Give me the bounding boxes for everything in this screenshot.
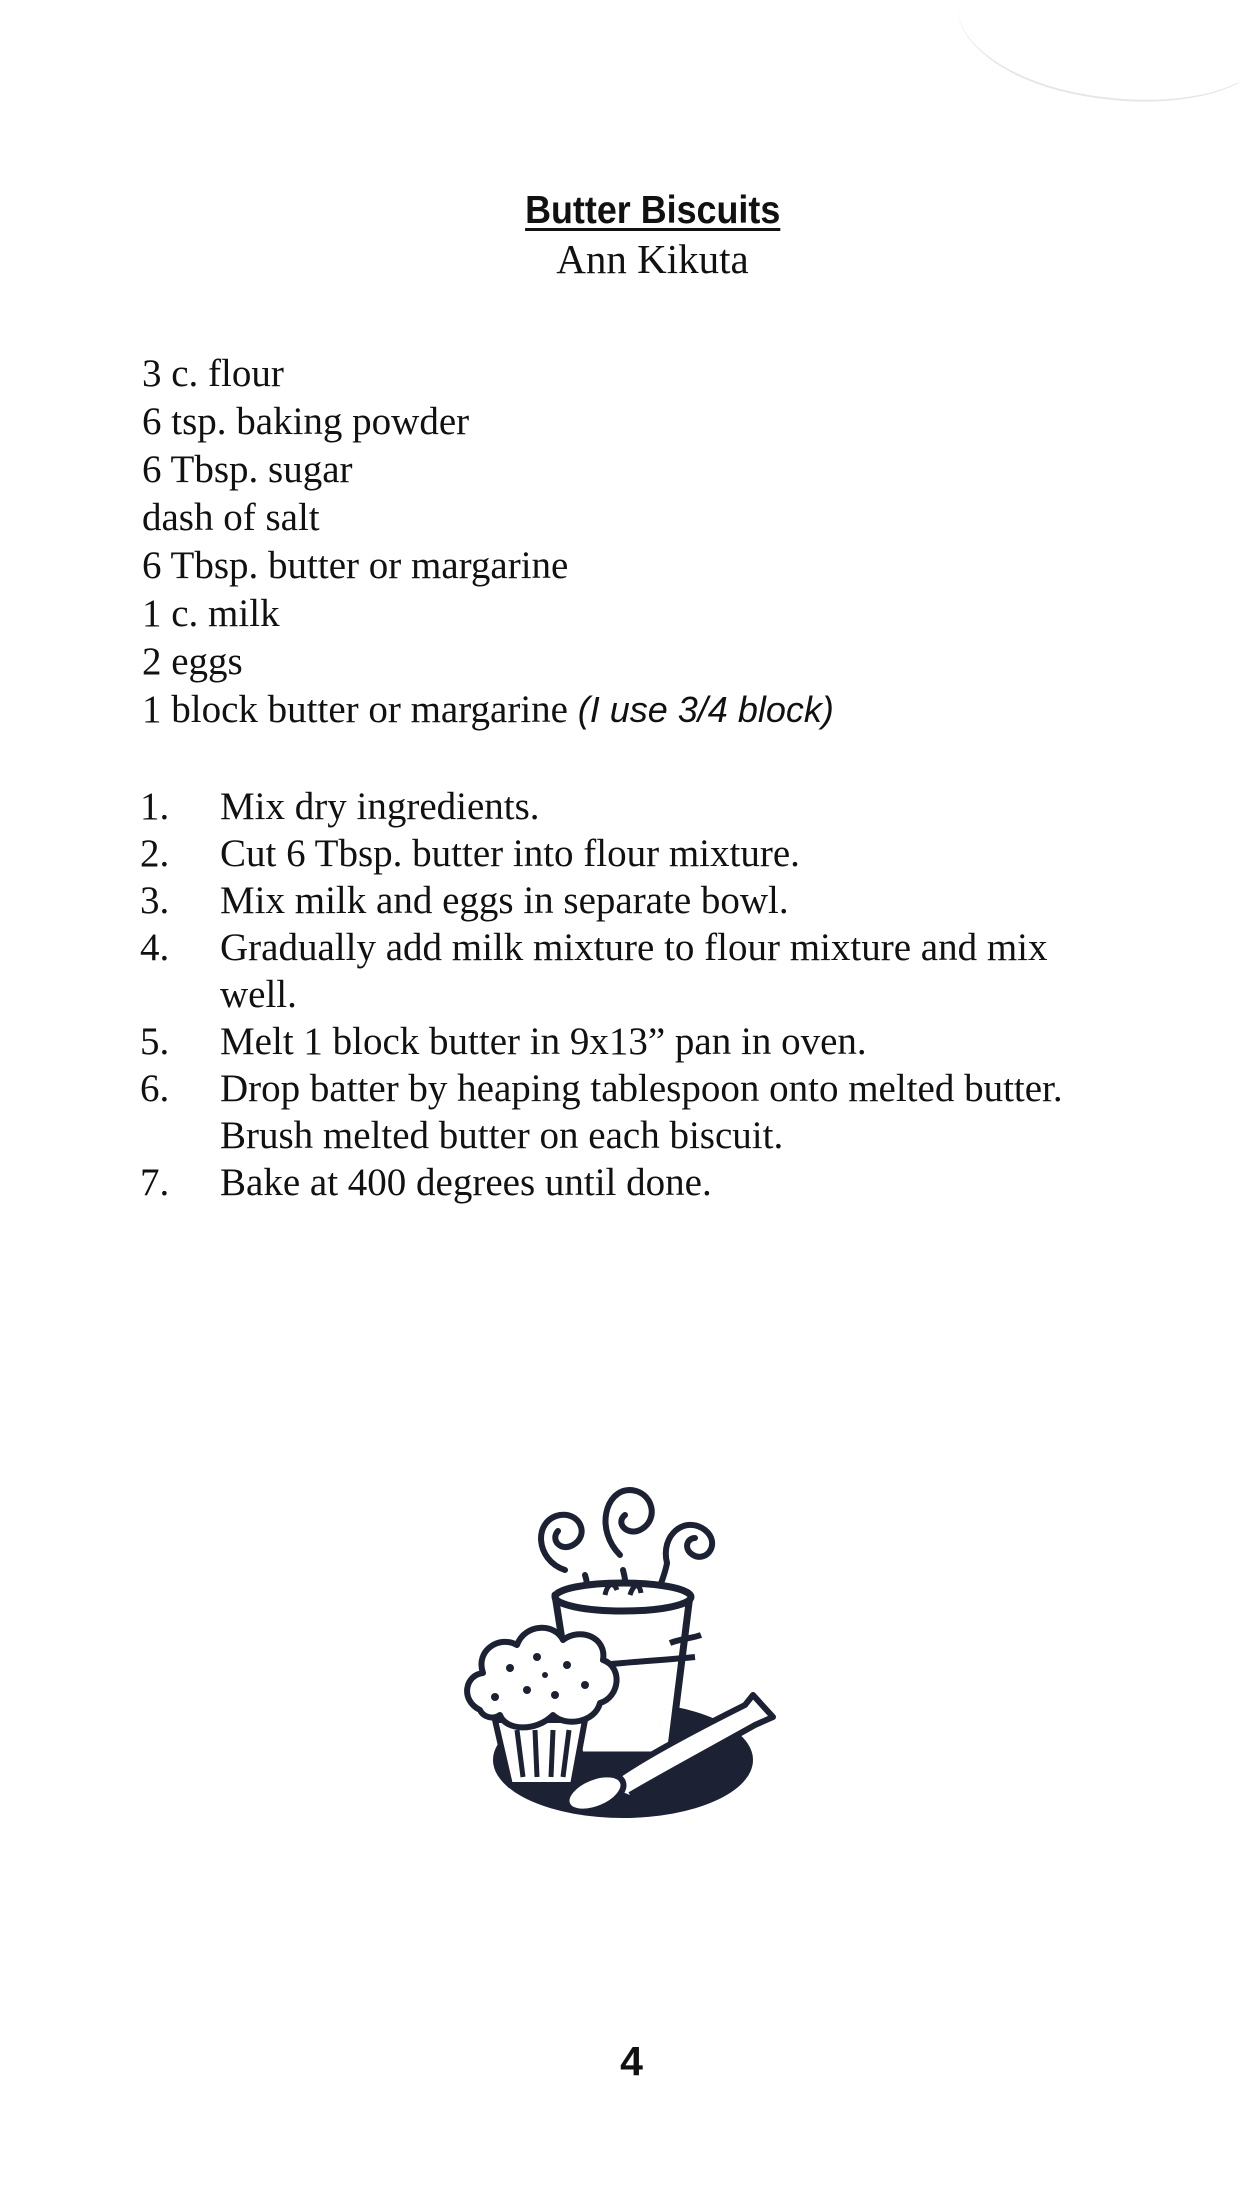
ingredient-list xyxy=(142,350,834,734)
step-number: 7. xyxy=(140,1161,170,1204)
step-text: Drop batter by heaping tablespoon onto melted butter. Brush melted butter on each biscuit. xyxy=(220,1067,1063,1157)
step-number: 1. xyxy=(140,785,170,828)
instruction-step xyxy=(140,783,1120,830)
ingredient-text: 3 c. flour xyxy=(142,352,284,395)
ingredient-item xyxy=(142,638,834,686)
ingredient-text: dash of salt xyxy=(142,496,320,539)
ingredient-text: 6 tsp. baking powder xyxy=(142,400,470,443)
step-number: 2. xyxy=(140,832,170,875)
step-text: Gradually add milk mixture to flour mixture and mix well. xyxy=(220,926,1048,1016)
instruction-step xyxy=(140,924,1120,1018)
ingredient-text: 2 eggs xyxy=(142,640,243,683)
step-number: 6. xyxy=(140,1067,170,1110)
coffee-muffin-icon xyxy=(455,1435,795,1835)
ingredient-text: 1 block butter or margarine xyxy=(142,688,578,731)
step-text: Mix milk and eggs in separate bowl. xyxy=(220,879,789,922)
step-text: Bake at 400 degrees until done. xyxy=(220,1161,712,1204)
step-text: Mix dry ingredients. xyxy=(220,785,540,828)
instruction-step xyxy=(140,1018,1120,1065)
ingredient-text: 6 Tbsp. butter or margarine xyxy=(142,544,569,587)
ingredient-item xyxy=(142,494,834,542)
ingredient-item xyxy=(142,398,834,446)
instruction-step xyxy=(140,1159,1120,1206)
page-number: 4 xyxy=(620,2038,643,2084)
step-text: Melt 1 block butter in 9x13” pan in oven. xyxy=(220,1020,867,1063)
step-number: 3. xyxy=(140,879,170,922)
step-number: 5. xyxy=(140,1020,170,1063)
instruction-step xyxy=(140,830,1120,877)
recipe-title: Butter Biscuits xyxy=(524,189,781,232)
ingredient-text: 1 c. milk xyxy=(142,592,280,635)
step-number: 4. xyxy=(140,926,170,969)
instruction-step xyxy=(140,1065,1120,1159)
page-corner-shadow xyxy=(946,0,1239,133)
ingredient-item xyxy=(142,590,834,638)
title-block xyxy=(0,190,1239,282)
ingredient-item xyxy=(142,350,834,398)
ingredient-item xyxy=(142,686,834,734)
instruction-step xyxy=(140,877,1120,924)
ingredient-item xyxy=(142,446,834,494)
instruction-list xyxy=(140,783,1120,1206)
recipe-author: Ann Kikuta xyxy=(556,235,749,282)
ingredient-text: 6 Tbsp. sugar xyxy=(142,448,353,491)
ingredient-note: (I use 3/4 block) xyxy=(577,689,834,730)
ingredient-item xyxy=(142,542,834,590)
step-text: Cut 6 Tbsp. butter into flour mixture. xyxy=(220,832,800,875)
